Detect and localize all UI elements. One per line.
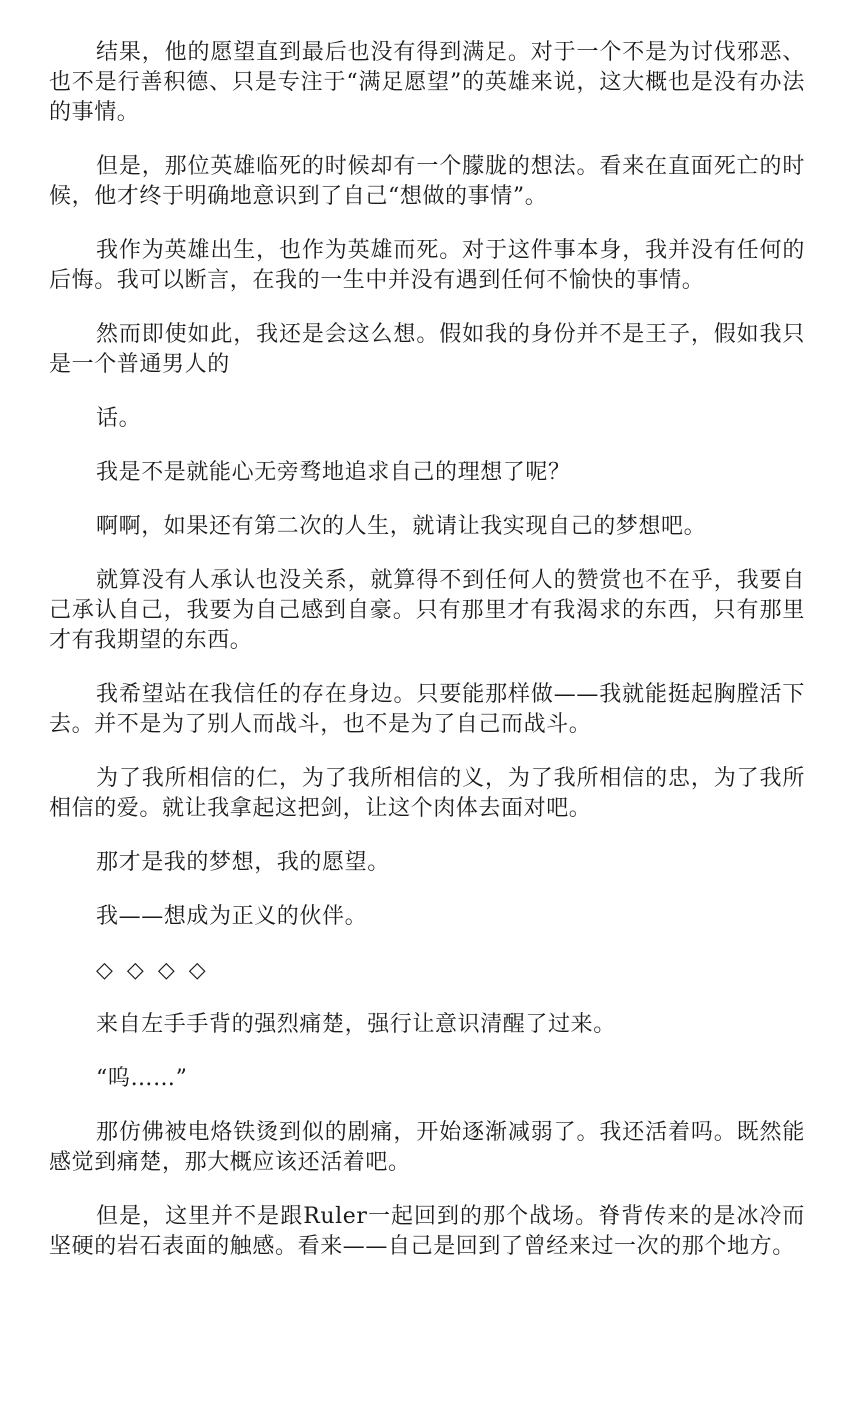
document-body [49, 38, 805, 1286]
paragraph-4: 然而即使如此，我还是会这么想。假如我的身份并不是王子，假如我只是一个普通男人的 [49, 322, 805, 377]
paragraph-16: 那仿佛被电烙铁烫到似的剧痛，开始逐渐减弱了。我还活着吗。既然能感觉到痛楚，那大概应该还活着吧。 [49, 1120, 805, 1175]
paragraph-9: 我希望站在我信任的存在身边。只要能那样做——我就能挺起胸膛活下去。并不是为了别人而战斗，也不是为了自己而战斗。 [49, 682, 805, 737]
paragraph-8: 就算没有人承认也没关系，就算得不到任何人的赞赏也不在乎，我要自己承认自己，我要为自己感到自豪。只有那里才有我渴求的东西，只有那里才有我期望的东西。 [49, 568, 805, 653]
paragraph-11: 那才是我的梦想，我的愿望。 [96, 850, 390, 875]
scene-separator: ◇◇◇◇ [96, 958, 220, 983]
paragraph-14: 来自左手手背的强烈痛楚，强行让意识清醒了过来。 [96, 1012, 616, 1037]
paragraph-1: 结果，他的愿望直到最后也没有得到满足。对于一个不是为讨伐邪恶、也不是行善积德、只是专注于“满足愿望”的英雄来说，这大概也是没有办法的事情。 [49, 40, 805, 125]
paragraph-15: “呜……” [96, 1066, 188, 1091]
paragraph-6: 我是不是就能心无旁骛地追求自己的理想了呢？ [96, 460, 571, 485]
paragraph-5: 话。 [96, 406, 142, 431]
paragraph-2: 但是，那位英雄临死的时候却有一个朦胧的想法。看来在直面死亡的时候，他才终于明确地意识到了自己“想做的事情”。 [49, 154, 805, 209]
paragraph-3: 我作为英雄出生，也作为英雄而死。对于这件事本身，我并没有任何的后悔。我可以断言，在我的一生中并没有遇到任何不愉快的事情。 [49, 238, 805, 293]
paragraph-7: 啊啊，如果还有第二次的人生，就请让我实现自己的梦想吧。 [96, 514, 707, 539]
paragraph-12: 我——想成为正义的伙伴。 [96, 904, 368, 929]
paragraph-17: 但是，这里并不是跟Ruler一起回到的那个战场。脊背传来的是冰冷而坚硬的岩石表面的触感。看来——自己是回到了曾经来过一次的那个地方。 [49, 1204, 805, 1259]
paragraph-10: 为了我所相信的仁，为了我所相信的义，为了我所相信的忠，为了我所相信的爱。就让我拿起这把剑，让这个肉体去面对吧。 [49, 766, 805, 821]
